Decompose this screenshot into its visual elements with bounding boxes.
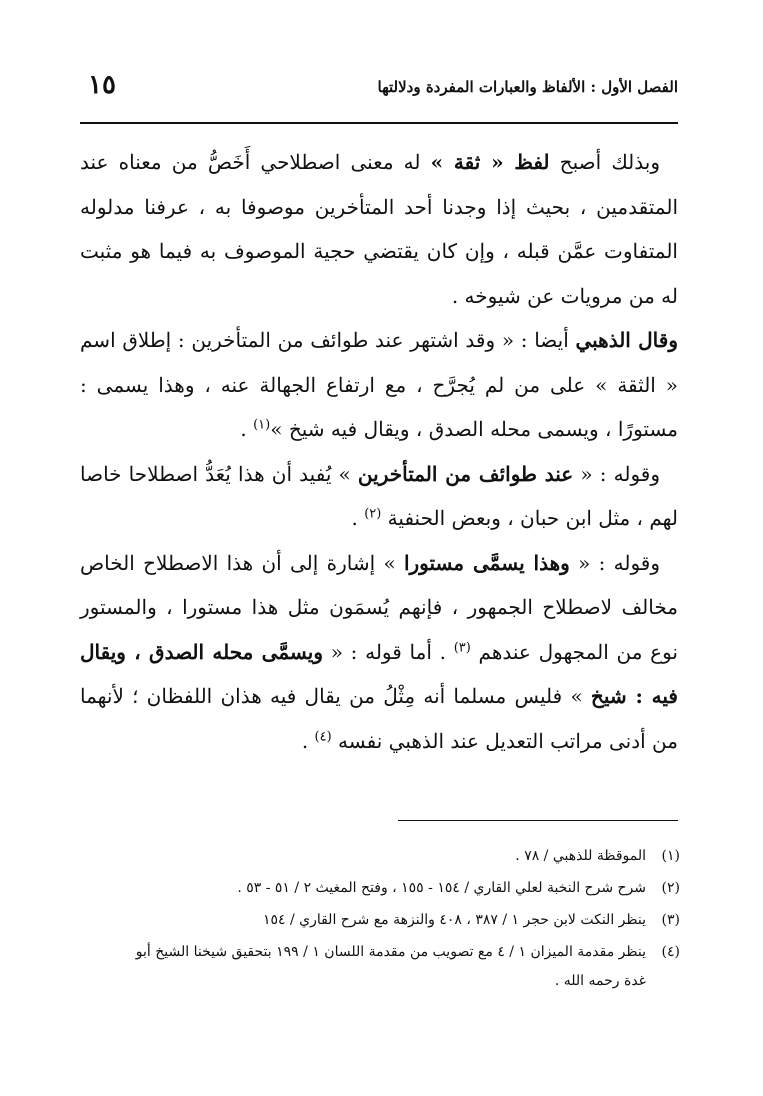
footnote-text: الموقظة للذهبي / ٧٨ .: [515, 848, 646, 864]
footnote-ref-1[interactable]: (١): [253, 417, 271, 433]
footnote-ref-4[interactable]: (٤): [314, 728, 332, 744]
running-title: الفصل الأول : الألفاظ والعبارات المفردة ودلالتها: [377, 78, 678, 96]
bold-term: ويسمَّى محله الصدق ، ويقال فيه : شيخ: [80, 639, 678, 708]
paragraph-3: وقوله : « عند طوائف من المتأخرين » يُفيد أن هذا يُعَدُّ اصطلاحا خاصا لهم ، مثل ابن حبان ، وبعض الحنفية $^{(٢)}$ .: [80, 461, 678, 530]
paragraph-2: وقال الذهبي أيضا : « وقد اشتهر عند طوائف من المتأخرين : إطلاق اسم « الثقة » على من لم يُجرَّح ، مع ارتفاع الجهالة عنه ، وهذا يسمى : مستورًا ، ويسمى محله الصدق ، ويقال فيه شيخ »$^{(١)}$ .: [80, 328, 678, 441]
footnote-4: [120, 938, 680, 996]
footnote-2: [120, 874, 680, 903]
footnote-3: [120, 906, 680, 935]
footnote-number: (٢): [661, 880, 680, 896]
footnote-text: ينظر النكت لابن حجر ١ / ٣٨٧ ، ٤٠٨ والنزهة مع شرح القاري / ١٥٤: [262, 912, 646, 928]
footnote-number: (١): [661, 848, 680, 864]
footnote-1: [120, 842, 680, 871]
footnote-rule: [398, 820, 678, 821]
bold-term: لفظ « ثقة »: [430, 150, 550, 174]
header-rule: [80, 122, 678, 124]
footnotes: [120, 842, 680, 999]
footnote-ref-3[interactable]: (٣): [453, 639, 471, 655]
main-text: [80, 140, 678, 763]
bold-term: وهذا يسمَّى مستورا: [403, 550, 570, 575]
footnote-number: (٣): [661, 912, 680, 928]
footnote-ref-2[interactable]: (٢): [364, 506, 382, 522]
footnote-number: (٤): [661, 944, 680, 960]
footnote-text: شرح شرح النخبة لعلي القاري / ١٥٤ - ١٥٥ ، وفتح المغيث ٢ / ٥١ - ٥٣ .: [237, 880, 646, 896]
bold-term: وقال الذهبي: [575, 328, 678, 352]
page-number: ١٥: [88, 70, 116, 100]
footnote-text: ينظر مقدمة الميزان ١ / ٤ مع تصويب من مقدمة اللسان ١ / ١٩٩ بتحقيق شيخنا الشيخ أبو غدة رحمه الله .: [135, 944, 646, 989]
bold-term: عند طوائف من المتأخرين: [357, 461, 574, 486]
paragraph-1: وبذلك أصبح لفظ « ثقة » له معنى اصطلاحي أَخَصُّ من معناه عند المتقدمين ، بحيث إذا وجدنا أحد المتأخرين موصوفا به ، عرفنا مدلوله المتفاوت عمَّن قبله ، وإن كان يقتضي حجية الموصوف به فيما هو مثبت له من مرويات عن شيوخه .: [80, 150, 678, 308]
paragraph-4: وقوله : « وهذا يسمَّى مستورا » إشارة إلى أن هذا الاصطلاح الخاص مخالف لاصطلاح الجمهور ، فإنهم يُسمَون مثل هذا مستورا ، والمستور نوع من المجهول عندهم $^{(٣)}$ . أما قوله : « ويسمَّى محله الصدق ، ويقال فيه : شيخ » فليس مسلما أنه مِثْلُ من يقال فيه هذان اللفظان ؛ لأنهما من أدنى مراتب التعديل عند الذهبي نفسه $^{(٤)}$ .: [80, 550, 678, 753]
page-header: [88, 68, 678, 108]
